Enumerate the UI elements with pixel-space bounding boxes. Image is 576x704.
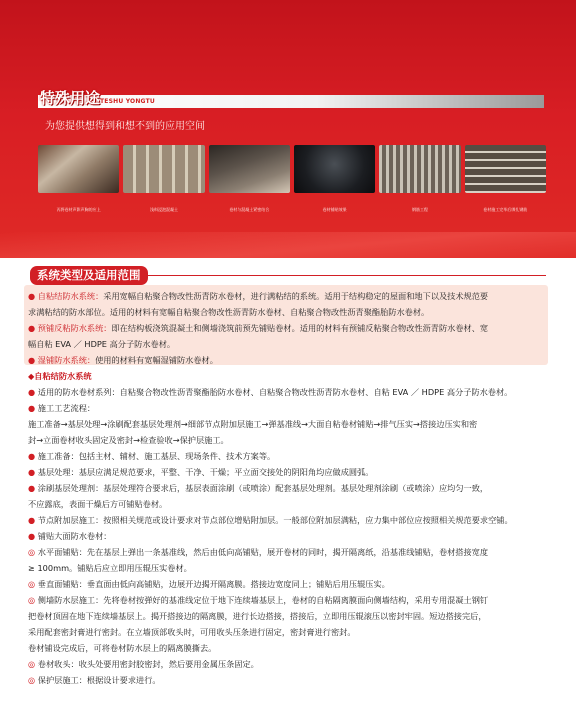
type-self-adhesive: ● 自粘结防水系统：采用宽幅自粘聚合物改性沥青防水卷材，进行满粘结的系统。适用于结构稳定的屋面和地下以及技术规范要: [28, 291, 489, 301]
large-area-title: ● 铺贴大面防水卷材：: [28, 531, 112, 541]
photo-strip: [38, 145, 546, 193]
photo-rebar-cage: [465, 145, 546, 193]
type-wet-laid: ● 湿铺防水系统：使用的材料有宽幅湿铺防水卷材。: [28, 355, 218, 365]
horizontal-line: ◎ 水平面铺贴：先在基层上弹出一条基准线，然后由低向高铺贴，展开卷材的同时，揭开隔离纸，沿基准线铺贴，卷材搭接宽度: [28, 547, 489, 557]
photo-rebar: [379, 145, 460, 193]
photo-caption: 浅料浸泡混凝土: [149, 207, 178, 212]
photo-tunnel: [294, 145, 375, 193]
side-wall-line: 采用配套密封膏进行密封。在立墙顶部收头时，可用收头压条进行固定，密封膏进行密封。: [28, 627, 356, 637]
materials-line: ● 适用的防水卷材系列：自粘聚合物改性沥青聚酯胎防水卷材、自粘聚合物改性沥青防水卷材、自粘 EVA ／ HDPE 高分子防水卷材。: [28, 387, 513, 397]
banner-stripe: [0, 232, 576, 258]
node-line: ● 节点附加层施工：按照相关规范或设计要求对节点部位增贴附加层。一般部位附加层满粘，应力集中部位应按照相关规范要求空铺。: [28, 515, 513, 525]
photo-trench: [123, 145, 204, 193]
photo-membrane-concrete: [209, 145, 290, 193]
protect-line: ◎ 保护层施工：根据设计要求进行。: [28, 675, 161, 685]
subsection-title: ◆自粘结防水系统: [28, 371, 92, 381]
process-line: 施工准备→基层处理→涂刷配套基层处理剂→细部节点附加层施工→弹基准线→大面自粘卷材铺贴→排气压实→搭接边压实和密: [28, 419, 478, 429]
banner: [0, 0, 576, 258]
section-title: 系统类型及适用范围: [30, 266, 148, 285]
vertical-line: ◎ 垂直面铺贴：垂直面由低向高铺贴，边展开边揭开隔离膜。搭接边宽度同上；铺贴后用压辊压实。: [28, 579, 390, 589]
note-line: 卷材铺设完成后，可将卷材防水层上的隔离膜撕去。: [28, 643, 217, 653]
photo-bridge-deck: [38, 145, 119, 193]
process-title: ● 施工工艺流程：: [28, 403, 96, 413]
side-wall-line: 把卷材顶固在地下连续墙基层上。揭开搭接边的隔离膜，进行长边搭接，搭接后，立即用压辊滚压以密封牢固。短边搭接完后，: [28, 611, 487, 621]
prep-line: ● 施工准备：包括主材、辅材、施工基层、现场条件、技术方案等。: [28, 451, 276, 461]
content: [28, 288, 548, 688]
banner-title-en: TESHU YONGTU: [100, 98, 155, 105]
banner-subtitle: 为您提供想得到和想不到的应用空间: [45, 121, 205, 132]
photo-caption: 卷材铺贴效果: [322, 207, 347, 212]
process-line: 封→立面卷材收头固定及密封→检查验收→保护层施工。: [28, 435, 229, 445]
base-line: ● 基层处理：基层应满足规范要求，平整、干净、干燥；平立面交接处的阴阳角均应做成圆弧。: [28, 467, 374, 477]
edge-line: ◎ 卷材收头：收头处要用密封胶密封，然后要用金属压条固定。: [28, 659, 259, 669]
banner-title: 特殊用途: [40, 89, 101, 107]
primer-line: ● 涂刷基层处理剂：基层处理符合要求后，基层表面涂刷（或喷涂）配套基层处理剂。基层处理剂涂刷（或喷涂）应均匀一致，: [28, 483, 489, 493]
photo-caption: 卷材施工完毕后绑扎钢筋: [483, 207, 528, 212]
photo-caption: 丙将卷材声影声胸的应上: [56, 207, 101, 212]
type-pre-applied-cont: 幅自粘 EVA ／ HDPE 高分子防水卷材。: [28, 339, 176, 349]
photo-captions: [38, 207, 546, 213]
type-pre-applied: ● 预铺反粘防水系统：即在结构板浇筑混凝土和侧墙浇筑前预先铺贴卷材。适用的材料有预铺反粘聚合物改性沥青防水卷材、宽: [28, 323, 489, 333]
side-wall-line: ◎ 侧墙防水层施工：先将卷材按弹好的基准线定位于地下连续墙基层上，卷材的自粘隔离膜面向侧墙结构，采用专用混凝土钢钉: [28, 595, 489, 605]
photo-caption: 卷材与混凝土紧密结合: [229, 207, 270, 212]
primer-line: 不应露底，表面干燥后方可铺贴卷材。: [28, 499, 168, 509]
section-divider: [146, 275, 546, 276]
type-self-adhesive-cont: 求满粘结的防水部位。适用的材料有宽幅自粘聚合物改性沥青防水卷材、自粘聚合物改性沥青聚酯胎防水卷材。: [28, 307, 430, 317]
photo-caption: 钢筋工程: [411, 207, 428, 212]
horizontal-line: ≥ 100mm。铺贴后应立即用压辊压实卷材。: [28, 563, 192, 573]
